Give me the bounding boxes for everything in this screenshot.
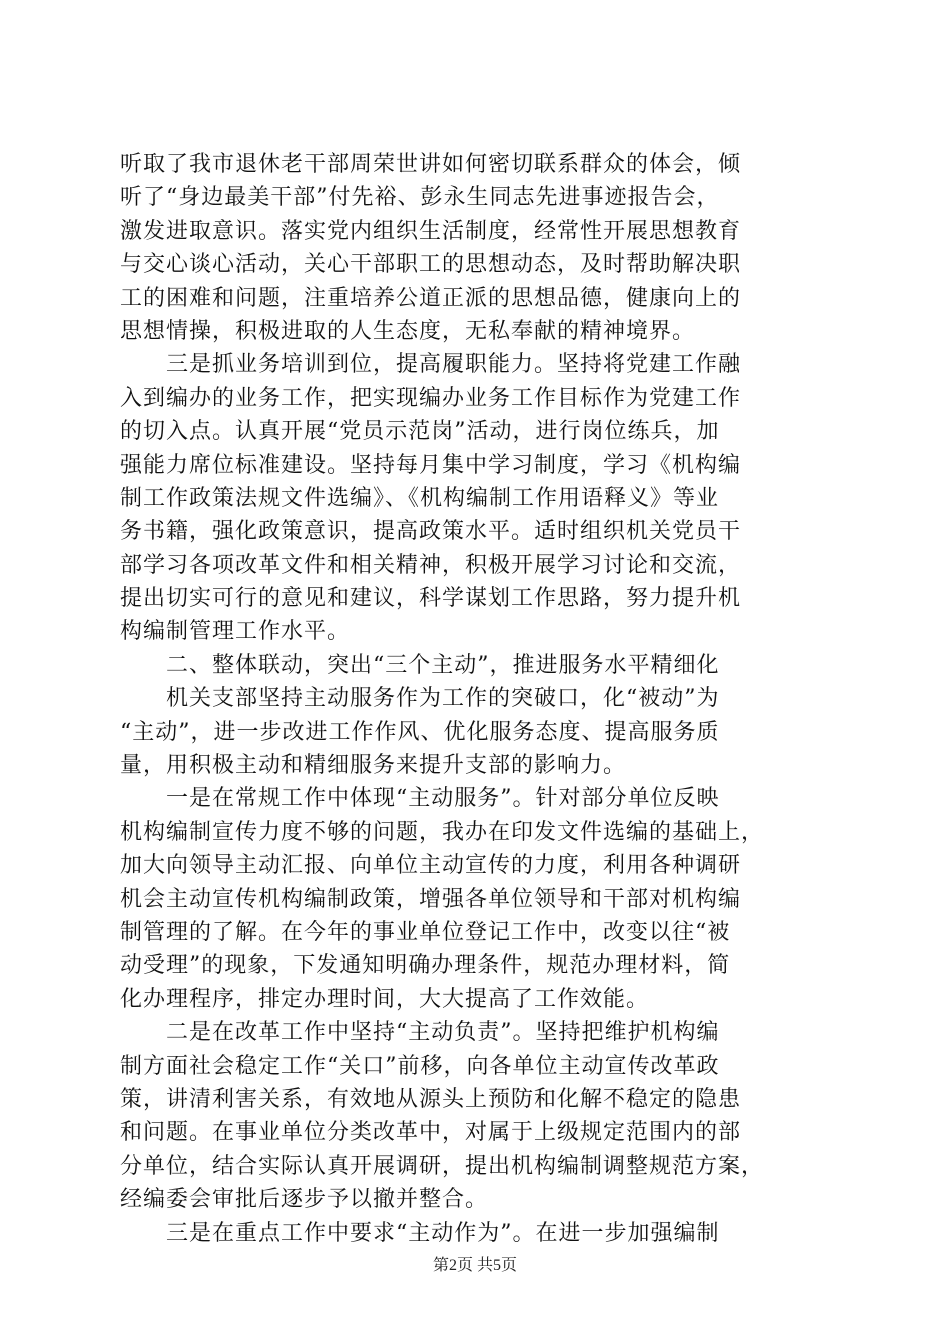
text-line: 化办理程序，排定办理时间，大大提高了工作效能。 [120,986,650,1012]
text-line: 提出切实可行的意见和建议，科学谋划工作思路，努力提升机 [120,586,742,612]
text-line: 一是在常规工作中体现“主动服务”。针对部分单位反映 [120,786,720,812]
text-line: 入到编办的业务工作，把实现编办业务工作目标作为党建工作 [120,385,742,411]
text-line: 二是在改革工作中坚持“主动负责”。坚持把维护机构编 [120,1020,720,1046]
text-line: 加大向领导主动汇报、向单位主动宣传的力度，利用各种调研 [120,853,742,879]
text-line: 部学习各项改革文件和相关精神，积极开展学习讨论和交流， [120,552,742,578]
text-line: “主动”，进一步改进工作作风、优化服务态度、提高服务质 [120,719,720,745]
text-line: 与交心谈心活动，关心干部职工的思想动态，及时帮助解决职 [120,252,742,278]
text-line: 三是在重点工作中要求“主动作为”。在进一步加强编制 [120,1220,720,1246]
text-line: 构编制管理工作水平。 [120,619,351,645]
text-line: 机会主动宣传机构编制政策，增强各单位领导和干部对机构编 [120,886,742,912]
text-line: 的切入点。认真开展“党员示范岗”活动，进行岗位练兵，加 [120,419,720,445]
text-line: 制工作政策法规文件选编》、《机构编制工作用语释义》等业 [120,485,720,511]
text-line: 量，用积极主动和精细服务来提升支部的影响力。 [120,753,627,779]
text-line: 听了“身边最美干部”付先裕、彭永生同志先进事迹报告会， [120,185,720,211]
text-line: 三是抓业务培训到位，提高履职能力。坚持将党建工作融 [120,352,742,378]
text-line: 工的困难和问题，注重培养公道正派的思想品德，健康向上的 [120,285,742,311]
text-line: 制方面社会稳定工作“关口”前移，向各单位主动宣传改革政 [120,1053,720,1079]
text-line: 制管理的了解。在今年的事业单位登记工作中，改变以往“被 [120,919,731,945]
text-line: 策，讲清利害关系，有效地从源头上预防和化解不稳定的隐患 [120,1086,742,1112]
text-line: 机构编制宣传力度不够的问题，我办在印发文件选编的基础上， [120,819,765,845]
text-line: 务书籍，强化政策意识，提高政策水平。适时组织机关党员干 [120,519,742,545]
text-line: 听取了我市退休老干部周荣世讲如何密切联系群众的体会，倾 [120,152,742,177]
text-line: 分单位，结合实际认真开展调研，提出机构编制调整规范方案， [120,1153,765,1179]
page-footer: 第2页 共5页 [432,1257,517,1274]
text-line: 和问题。在事业单位分类改革中，对属于上级规定范围内的部 [120,1120,742,1146]
text-line: 强能力席位标准建设。坚持每月集中学习制度，学习《机构编 [120,452,742,478]
text-line: 激发进取意识。落实党内组织生活制度，经常性开展思想教育 [120,218,742,244]
section-heading: 二、整体联动，突出“三个主动”，推进服务水平精细化 [120,652,720,678]
text-line: 动受理”的现象，下发通知明确办理条件，规范办理材料，简 [120,953,731,979]
body-text [120,148,832,1250]
text-line: 思想情操，积极进取的人生态度，无私奉献的精神境界。 [120,318,696,344]
text-line: 机关支部坚持主动服务作为工作的突破口，化“被动”为 [120,686,720,712]
text-line: 经编委会审批后逐步予以撤并整合。 [120,1187,489,1213]
